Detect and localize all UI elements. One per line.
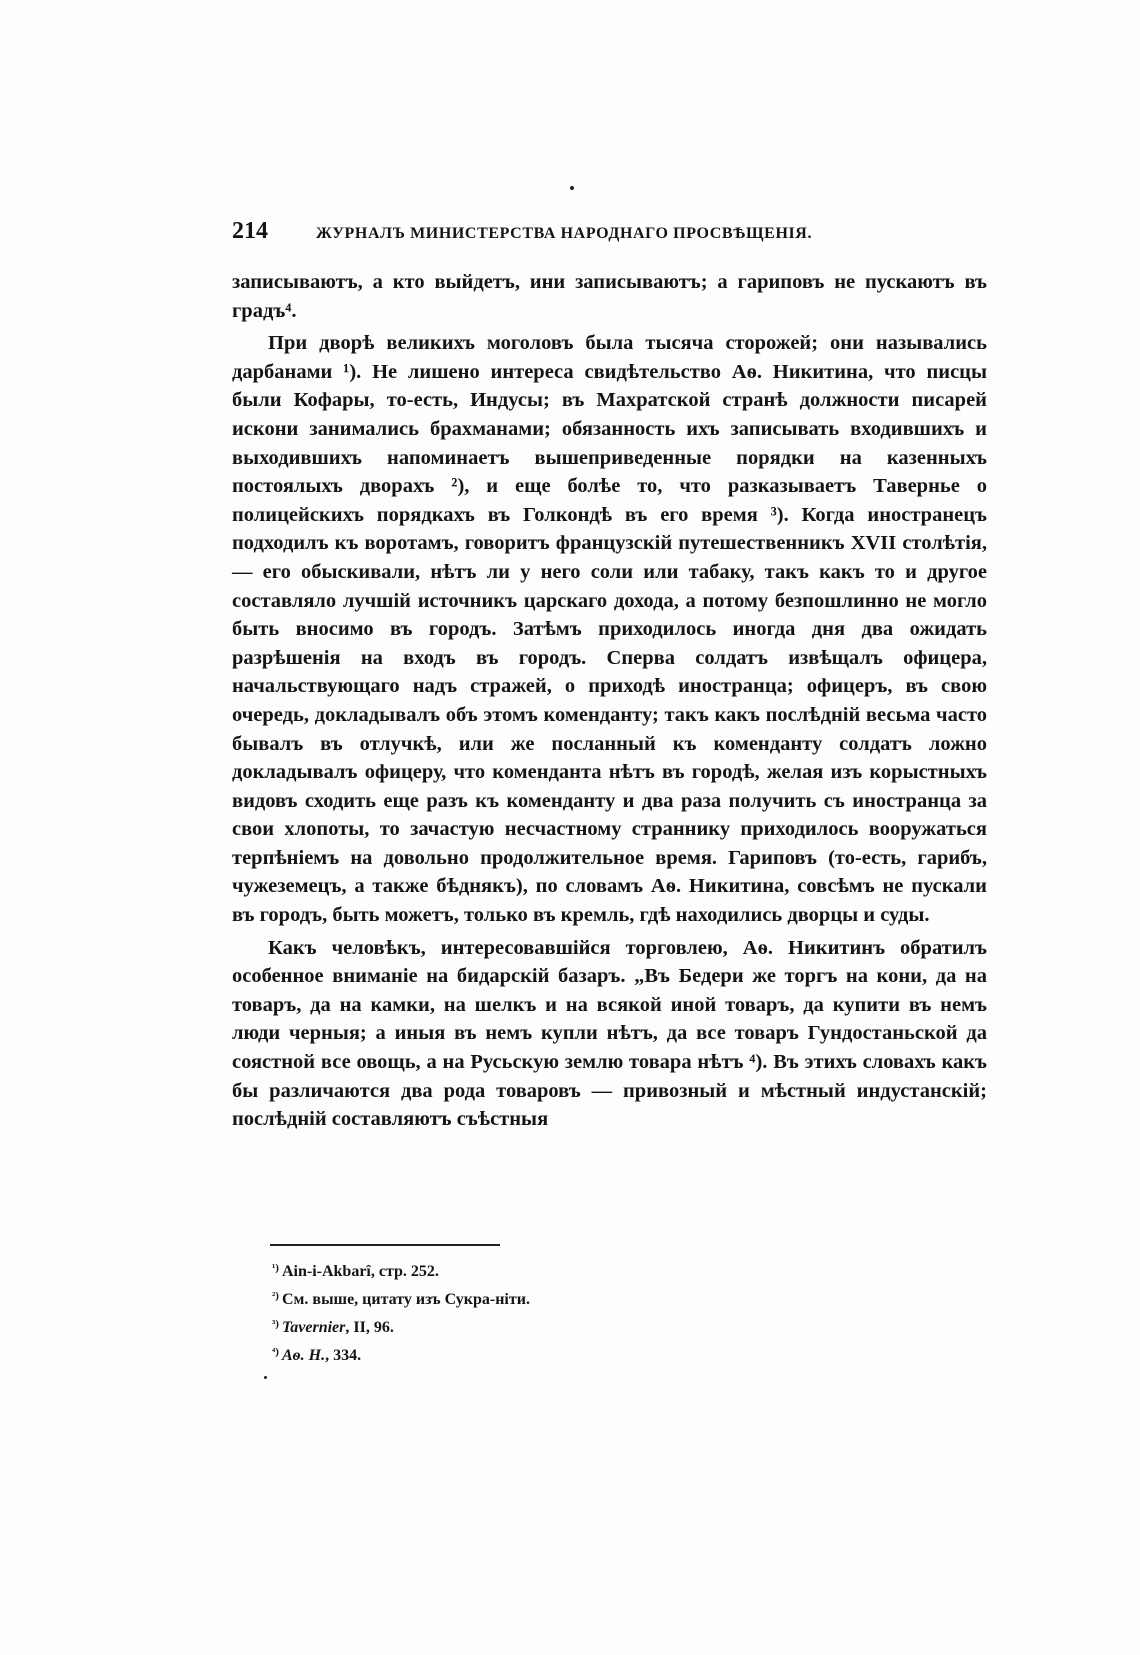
footnote-mark: ³) (272, 1318, 279, 1330)
footnote-divider (270, 1244, 500, 1246)
footnote-source: Tavernier (281, 1319, 346, 1336)
footnote-2 (272, 1284, 872, 1312)
footnotes (272, 1256, 872, 1368)
footnote-3 (272, 1312, 872, 1340)
page-number: 214 (232, 218, 268, 244)
footnote-source: Аѳ. Н. (281, 1347, 326, 1364)
paragraph: При дворѣ великихъ моголовъ была тысяча сторожей; они назывались дарбанами ¹). Не лишено интереса свидѣтельство Аѳ. Никитина, что писцы были Кофары, то-есть, Индусы; въ Махратской странѣ должности писарей искони занимались брахманами; обязанность ихъ записывать входившихъ и выходившихъ напоминаетъ вышеприведенные порядки на казенныхъ постоялыхъ дворахъ ²), и еще болѣе то, что разказываетъ Тавернье о полицейскихъ порядкахъ въ Голкондѣ въ его время ³). Когда иностранецъ подходилъ къ воротамъ, говоритъ французскій путешественникъ XVII столѣтія, — его обыскивали, нѣтъ ли у него соли или табаку, такъ какъ то и другое составляло лучшій источникъ царскаго дохода, а потому безпошлинно не могло быть вносимо въ городъ. Затѣмъ приходилось иногда дня два ожидать разрѣшенія на входъ въ городъ. Сперва солдатъ извѣщалъ офицера, начальствующаго надъ стражей, о приходѣ иностранца; офицеръ, въ свою очередь, докладывалъ объ этомъ коменданту; такъ какъ послѣдній весьма часто бывалъ въ отлучкѣ, или же посланный къ коменданту солдатъ ложно докладывалъ офицеру, что коменданта нѣтъ въ городѣ, желая изъ корыстныхъ видовъ сходить еще разъ къ коменданту и два раза получить съ иностранца за свои хлопоты, то зачастую несчастному страннику приходилось вооружаться терпѣніемъ на довольно продолжительное время. Гариповъ (то-есть, гарибъ, чужеземецъ, а также бѣднякъ), по словамъ Аѳ. Никитина, совсѣмъ не пускали въ городъ, быть можетъ, только въ кремль, гдѣ находились дворцы и суды. (232, 332, 987, 927)
paragraph-continued: записываютъ, а кто выйдетъ, ини записываютъ; а гариповъ не пускаютъ въ градъ⁴. (232, 271, 987, 322)
footnote-text: , 334. (325, 1347, 362, 1364)
footnote-text: , II, 96. (345, 1319, 394, 1336)
paragraph: Какъ человѣкъ, интересовавшійся торговлею, Аѳ. Никитинъ обратилъ особенное вниманіе на бидарскій базаръ. „Въ Бедери же торгъ на кони, да на товаръ, да на камки, на шелкъ и на всякой иной товаръ, да купити въ немъ люди черныя; а иныя въ немъ купли нѣтъ, да все товаръ Гундостаньской да соястной все овощь, а на Русьскую землю товара нѣтъ ⁴). Въ этихъ словахъ какъ бы различаются два рода товаровъ — привозный и мѣстный индустанскій; послѣдній составляютъ съѣстныя (232, 936, 987, 1131)
main-text (232, 268, 987, 1134)
running-title: ЖУРНАЛЪ МИНИСТЕРСТВА НАРОДНАГО ПРОСВѢЩЕНІЯ. (316, 225, 813, 242)
footnote-text: См. выше, цитату изъ Сукра-нiти. (281, 1291, 530, 1308)
scan-speck-top (570, 186, 574, 190)
footnote-1 (272, 1256, 872, 1284)
footnote-mark: ²) (272, 1290, 279, 1302)
footnote-mark: ⁴) (272, 1346, 279, 1358)
footnote-4 (272, 1340, 872, 1368)
page-header (232, 218, 977, 245)
footnote-text: Ain-i-Akbarî, стр. 252. (281, 1263, 439, 1280)
footnote-mark: ¹) (272, 1262, 279, 1274)
scan-speck-bottom (264, 1376, 267, 1379)
